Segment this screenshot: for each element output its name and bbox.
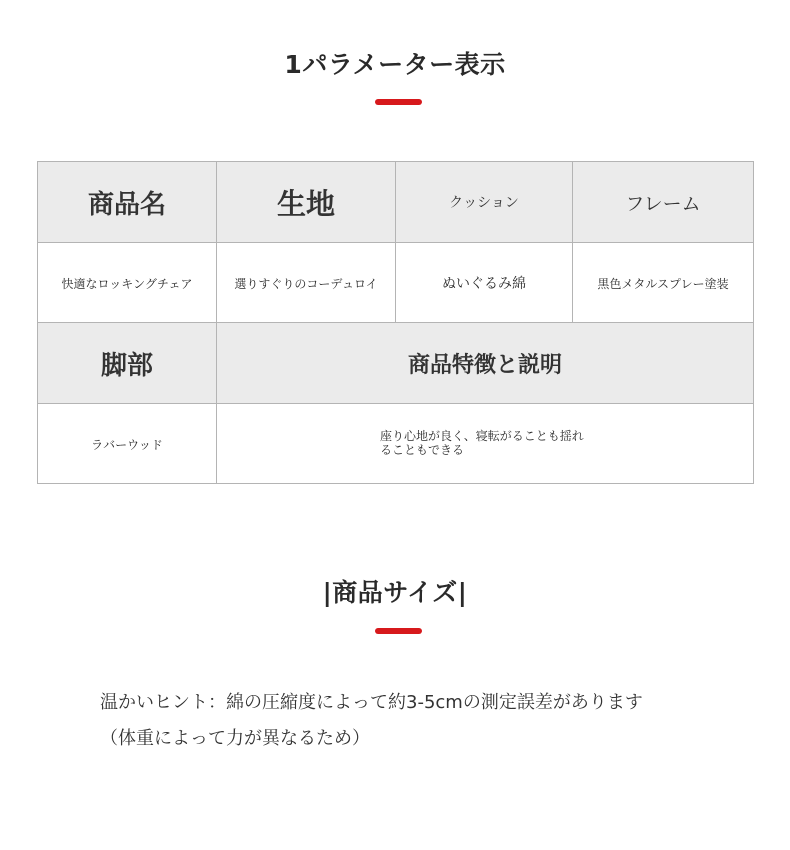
table-row bbox=[38, 162, 754, 243]
cell-value: 黒色メタルスプレー塗装 bbox=[597, 277, 729, 291]
cell-value: ぬいぐるみ綿 bbox=[442, 275, 526, 292]
value-cushion bbox=[396, 243, 573, 323]
size-section-title: |商品サイズ| bbox=[322, 578, 468, 607]
value-product-name bbox=[38, 243, 217, 323]
header-label: 商品特徴と説明 bbox=[407, 352, 562, 378]
measurement-hint-reason: （体重によって力が異なるため） bbox=[100, 728, 370, 749]
spec-table bbox=[37, 161, 754, 484]
table-row bbox=[38, 323, 754, 404]
table-row bbox=[38, 243, 754, 323]
title-accent-bar bbox=[375, 628, 422, 634]
header-label: クッション bbox=[449, 195, 519, 211]
measurement-hint: 温かいヒント：綿の圧縮度によって約3-5cmの測定誤差があります bbox=[100, 692, 643, 713]
header-features bbox=[217, 323, 754, 404]
table-row bbox=[38, 404, 754, 484]
cell-value: 快適なロッキングチェア bbox=[61, 277, 193, 291]
value-legs bbox=[38, 404, 217, 484]
header-product-name bbox=[38, 162, 217, 243]
header-frame bbox=[573, 162, 754, 243]
header-cushion bbox=[396, 162, 573, 243]
value-frame bbox=[573, 243, 754, 323]
value-fabric bbox=[217, 243, 396, 323]
header-label: 生地 bbox=[276, 186, 335, 221]
value-features bbox=[217, 404, 754, 484]
header-label: フレーム bbox=[625, 192, 701, 215]
parameter-section-title: 1パラメーター表示 bbox=[284, 50, 506, 79]
feature-description: 座り心地が良く、寝転がることも揺れることもできる bbox=[380, 429, 584, 457]
title-accent-bar bbox=[375, 99, 422, 105]
header-fabric bbox=[217, 162, 396, 243]
cell-value: ラバーウッド bbox=[91, 438, 163, 452]
cell-value: 選りすぐりのコーデュロイ bbox=[234, 277, 378, 291]
header-legs bbox=[38, 323, 217, 404]
header-label: 脚部 bbox=[100, 350, 153, 381]
header-label: 商品名 bbox=[87, 189, 166, 220]
